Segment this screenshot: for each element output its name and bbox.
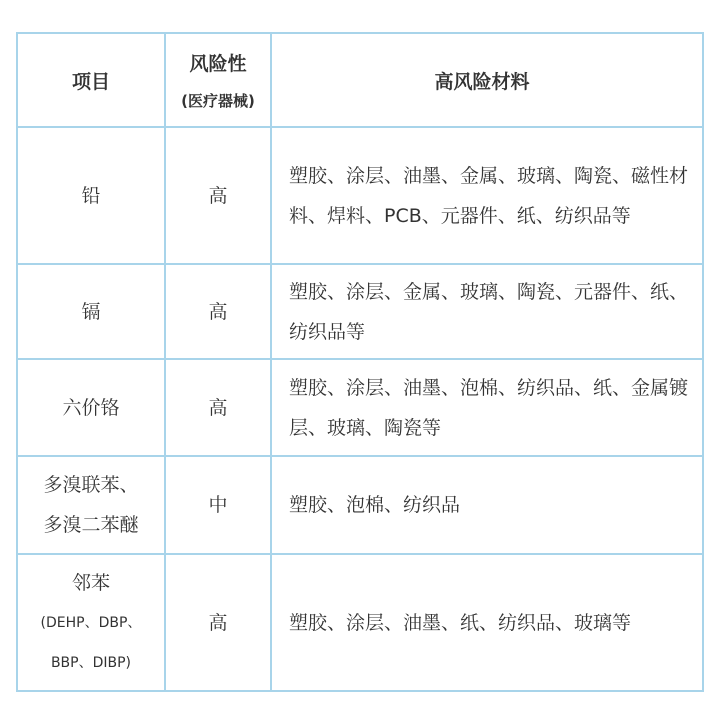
cell-item	[17, 554, 165, 691]
cell-risk: 高	[165, 359, 271, 456]
cell-risk: 高	[165, 264, 271, 359]
table-row	[17, 264, 703, 359]
cell-item: 镉	[17, 264, 165, 359]
cell-item: 铅	[17, 127, 165, 264]
table-row	[17, 456, 703, 554]
cell-risk: 高	[165, 554, 271, 691]
cell-materials: 塑胶、涂层、油墨、金属、玻璃、陶瓷、磁性材料、焊料、PCB、元器件、纸、纺织品等	[271, 127, 703, 264]
cell-item-line: (DEHP、DBP、	[40, 614, 142, 631]
table-row	[17, 359, 703, 456]
cell-materials: 塑胶、涂层、油墨、泡棉、纺织品、纸、金属镀层、玻璃、陶瓷等	[271, 359, 703, 456]
cell-item-line: BBP、DIBP)	[50, 654, 132, 671]
cell-item-line: 邻苯	[71, 571, 110, 594]
cell-risk: 中	[165, 456, 271, 554]
header-risk	[165, 33, 271, 127]
cell-item: 六价铬	[17, 359, 165, 456]
cell-item	[17, 456, 165, 554]
cell-materials: 塑胶、泡棉、纺织品	[271, 456, 703, 554]
table-row	[17, 127, 703, 264]
header-materials: 高风险材料	[271, 33, 703, 127]
cell-item-line: 多溴二苯醚	[43, 514, 139, 536]
header-item: 项目	[17, 33, 165, 127]
header-risk-main: 风险性	[189, 53, 247, 75]
table-row	[17, 554, 703, 691]
risk-table	[16, 32, 704, 692]
cell-materials: 塑胶、涂层、金属、玻璃、陶瓷、元器件、纸、纺织品等	[271, 264, 703, 359]
cell-materials: 塑胶、涂层、油墨、纸、纺织品、玻璃等	[271, 554, 703, 691]
cell-item-line: 多溴联苯、	[43, 474, 139, 496]
cell-risk: 高	[165, 127, 271, 264]
header-risk-sub: (医疗器械)	[181, 92, 255, 110]
header-row	[17, 33, 703, 127]
